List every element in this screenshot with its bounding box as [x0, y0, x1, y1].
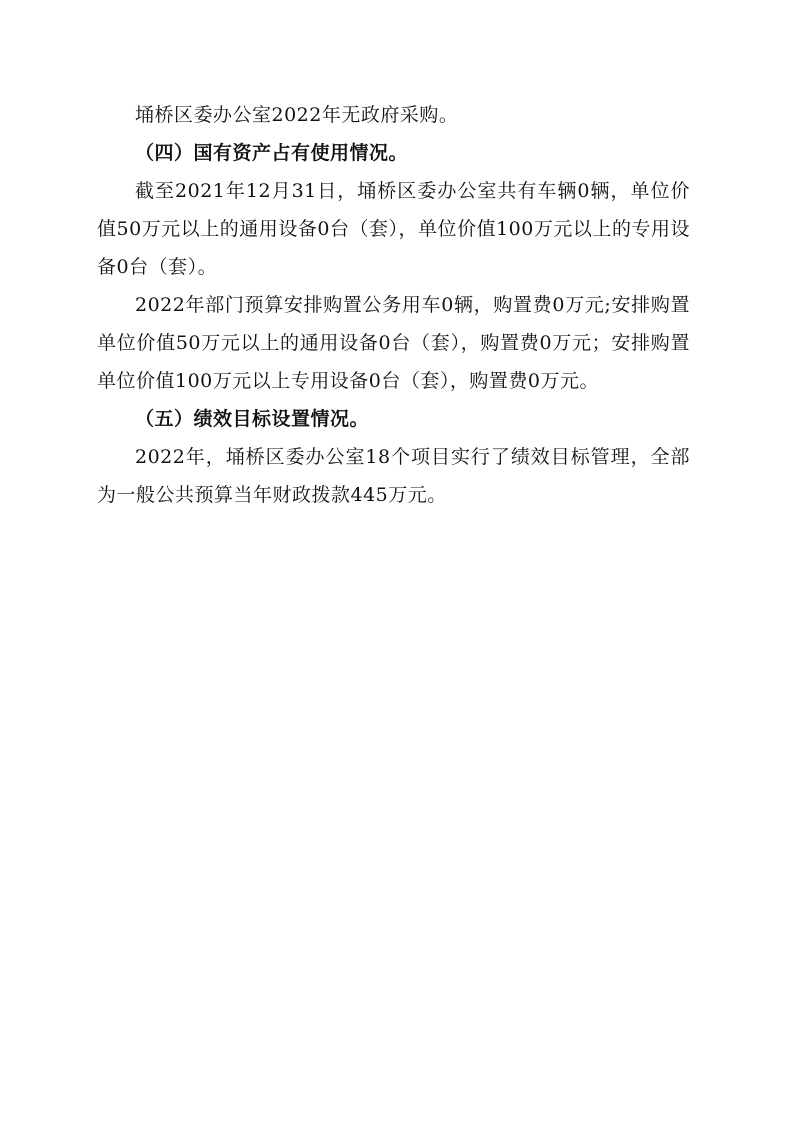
section-heading-performance-goals: （五）绩效目标设置情况。 — [135, 408, 370, 430]
paragraph-performance-projects: 2022年，埇桥区委办公室18个项目实行了绩效目标管理，全部为一般公共预算当年财政拨款445万元。 — [97, 446, 690, 506]
document-body — [97, 96, 690, 514]
paragraph-procurement: 埇桥区委办公室2022年无政府采购。 — [135, 104, 459, 126]
paragraph-budget-purchases: 2022年部门预算安排购置公务用车0辆，购置费0万元;安排购置单位价值50万元以上的通用设备0台（套），购置费0万元；安排购置单位价值100万元以上专用设备0台（套），购置费0万元。 — [97, 294, 690, 392]
paragraph-assets-status: 截至2021年12月31日，埇桥区委办公室共有车辆0辆，单位价值50万元以上的通用设备0台（套），单位价值100万元以上的专用设备0台（套）。 — [97, 180, 690, 278]
section-heading-state-assets: （四）国有资产占有使用情况。 — [135, 142, 409, 164]
